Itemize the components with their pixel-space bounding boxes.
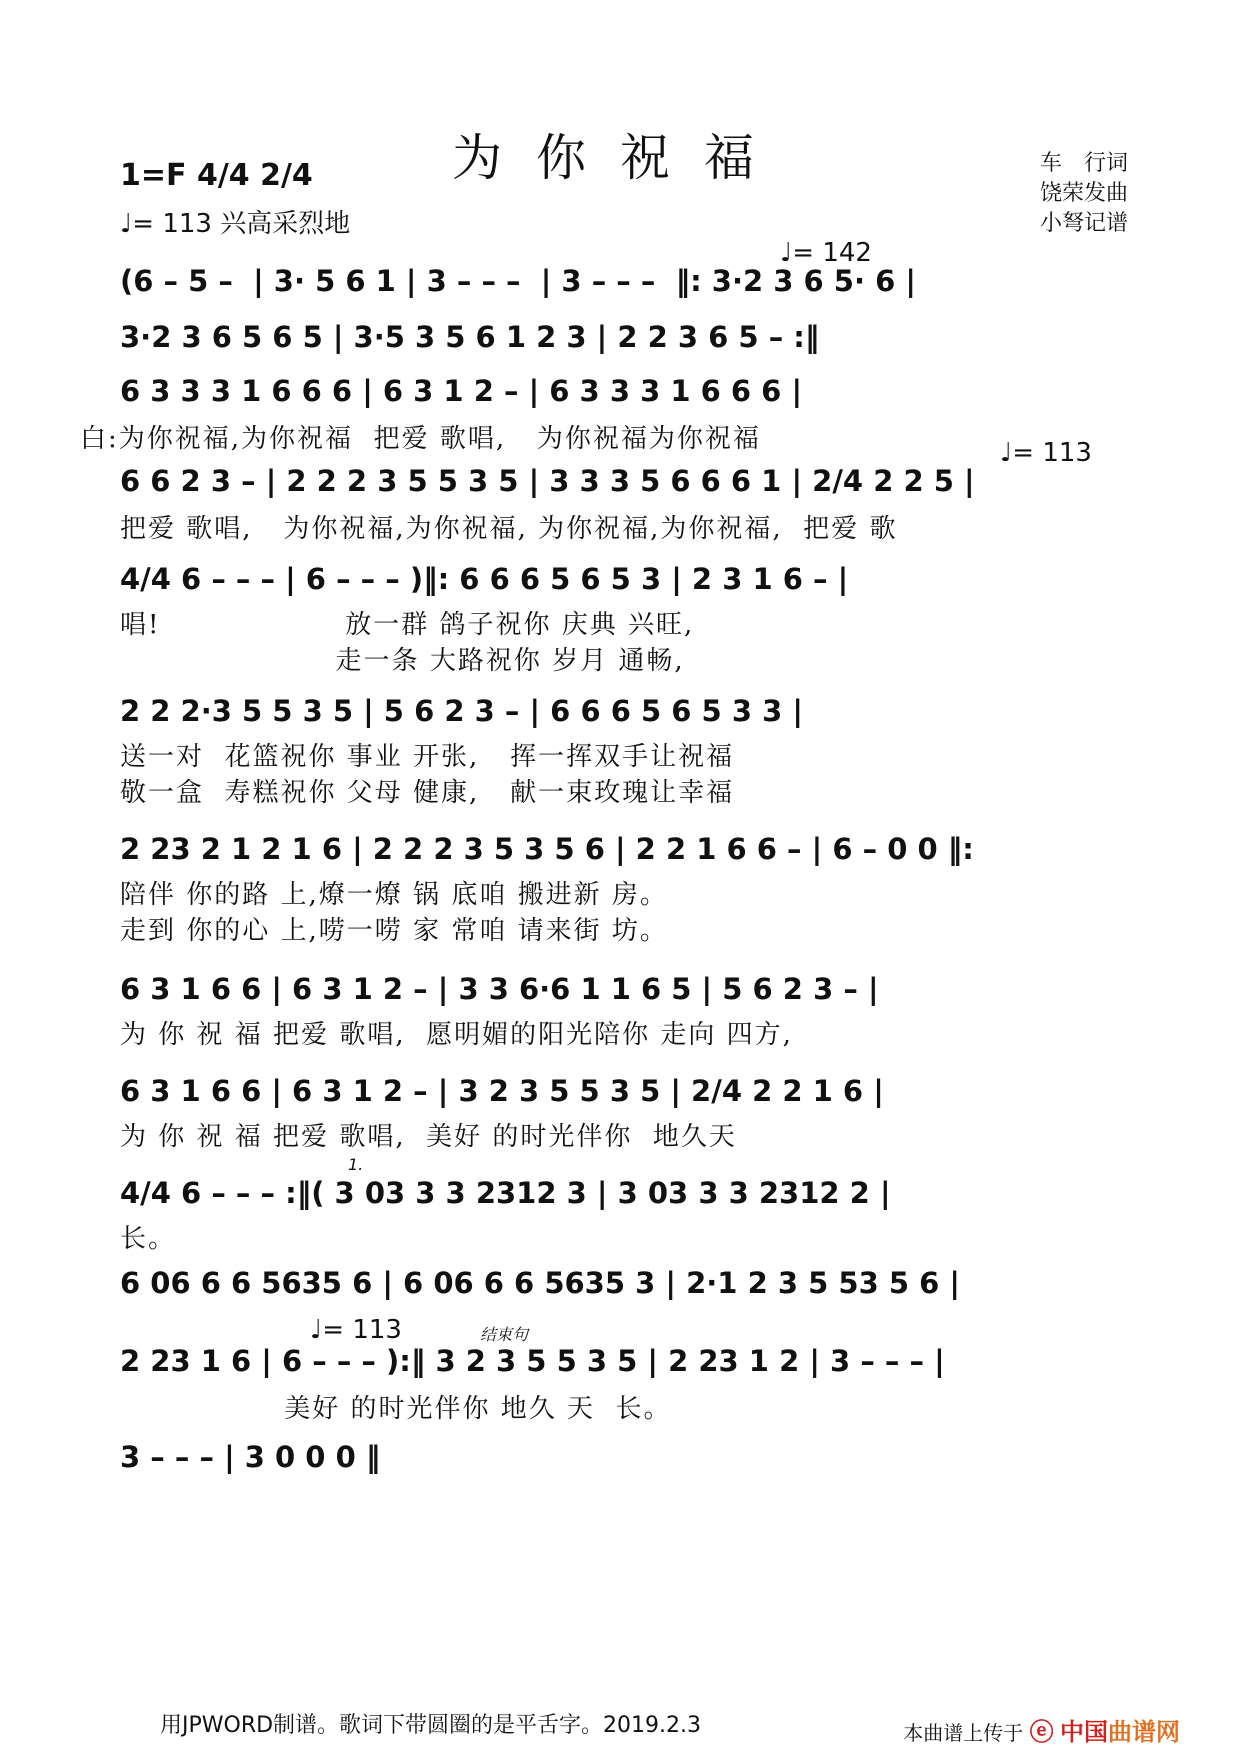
brand-text-1: 中国 <box>1060 1718 1108 1746</box>
tempo-marking: ♩= 113 兴高采烈地 <box>120 209 351 239</box>
score-row: 2 23 2 1 2 1 6 | 2 2 2 3 5 3 5 6 | 2 2 1 6 6 – | 6 – 0 0 ‖: <box>120 832 974 866</box>
tempo-change-113-b: ♩= 113 <box>310 1315 402 1345</box>
score-row: (6 – 5 – | 3· 5 6 1 | 3 – – – | 3 – – – ‖: 3·2 3 6 5· 6 | <box>120 264 916 298</box>
lyric-line: 走一条 大路祝你 岁月 通畅, <box>120 646 685 676</box>
score-row: 6 06 6 6 5635 6 | 6 06 6 6 5635 3 | 2·1 2 3 5 53 5 6 | <box>120 1266 960 1300</box>
score-row: 4/4 6 – – – :‖( 3 03 3 3 2312 3 | 3 03 3 3 2312 2 | <box>120 1176 891 1210</box>
upload-text: 本曲谱上传于 <box>903 1721 1024 1745</box>
lyric-line: 为 你 祝 福 把爱 歌唱, 美好 的时光伴你 地久天 <box>120 1122 737 1152</box>
volta-label: 1. <box>348 1155 364 1174</box>
lyricist-credit: 车 行词 <box>1039 151 1128 176</box>
key-signature: 1=F 4/4 2/4 <box>120 158 313 193</box>
lyric-line: 敬一盒 寿糕祝你 父母 健康, 献一束玫瑰让幸福 <box>120 778 735 808</box>
brand-text-2: 曲谱网 <box>1108 1718 1180 1746</box>
lyric-line: 陪伴 你的路 上,燎一燎 锅 底咱 搬进新 房。 <box>120 880 668 910</box>
transcriber-credit: 小弩记谱 <box>1039 211 1128 236</box>
footer-note: 用JPWORD制谱。歌词下带圆圈的是平舌字。2019.2.3 <box>160 1713 702 1738</box>
lyric-line: 白:为你祝福,为你祝福 把爱 歌唱, 为你祝福为你祝福 <box>80 424 761 454</box>
score-row: 6 3 1 6 6 | 6 3 1 2 – | 3 2 3 5 5 3 5 | 2/4 2 2 1 6 | <box>120 1074 884 1108</box>
lyric-line: 送一对 花篮祝你 事业 开张, 挥一挥双手让祝福 <box>120 742 735 772</box>
score-row: 2 23 1 6 | 6 – – – ):‖ 3 2 3 5 5 3 5 | 2 23 1 2 | 3 – – – | <box>120 1344 945 1378</box>
tempo-change-113: ♩= 113 <box>1000 438 1092 468</box>
site-logo: ⓔ <box>1029 1718 1054 1746</box>
ending-label: 结束句 <box>480 1325 529 1344</box>
score-row: 6 3 1 6 6 | 6 3 1 2 – | 3 3 6·6 1 1 6 5 | 5 6 2 3 – | <box>120 972 879 1006</box>
page-title: 为你祝福 <box>452 129 788 187</box>
score-row: 3·2 3 6 5 6 5 | 3·5 3 5 6 1 2 3 | 2 2 3 6 5 – :‖ <box>120 320 820 354</box>
lyric-line: 走到 你的心 上,唠一唠 家 常咱 请来街 坊。 <box>120 916 668 946</box>
score-row: 2 2 2·3 5 5 3 5 | 5 6 2 3 – | 6 6 6 5 6 5 3 3 | <box>120 694 803 728</box>
lyric-line: 长。 <box>120 1224 177 1254</box>
score-row: 3 – – – | 3 0 0 0 ‖ <box>120 1440 381 1474</box>
lyric-line: 唱! 放一群 鸽子祝你 庆典 兴旺, <box>120 610 695 640</box>
score-row: 6 3 3 3 1 6 6 6 | 6 3 1 2 – | 6 3 3 3 1 6 6 6 | <box>120 374 803 408</box>
lyric-line: 为 你 祝 福 把爱 歌唱, 愿明媚的阳光陪你 走向 四方, <box>120 1020 793 1050</box>
score-row: 6 6 2 3 – | 2 2 2 3 5 5 3 5 | 3 3 3 5 6 6 6 1 | 2/4 2 2 5 | <box>120 464 975 498</box>
composer-credit: 饶荣发曲 <box>1039 181 1128 206</box>
lyric-line: 美好 的时光伴你 地久 天 长。 <box>120 1394 672 1424</box>
tempo-change-142: ♩= 142 <box>780 238 872 268</box>
lyric-line: 把爱 歌唱, 为你祝福,为你祝福, 为你祝福,为你祝福, 把爱 歌 <box>120 514 898 544</box>
score-row: 4/4 6 – – – | 6 – – – )‖: 6 6 6 5 6 5 3 | 2 3 1 6 – | <box>120 562 849 596</box>
upload-credit <box>903 1712 1180 1747</box>
